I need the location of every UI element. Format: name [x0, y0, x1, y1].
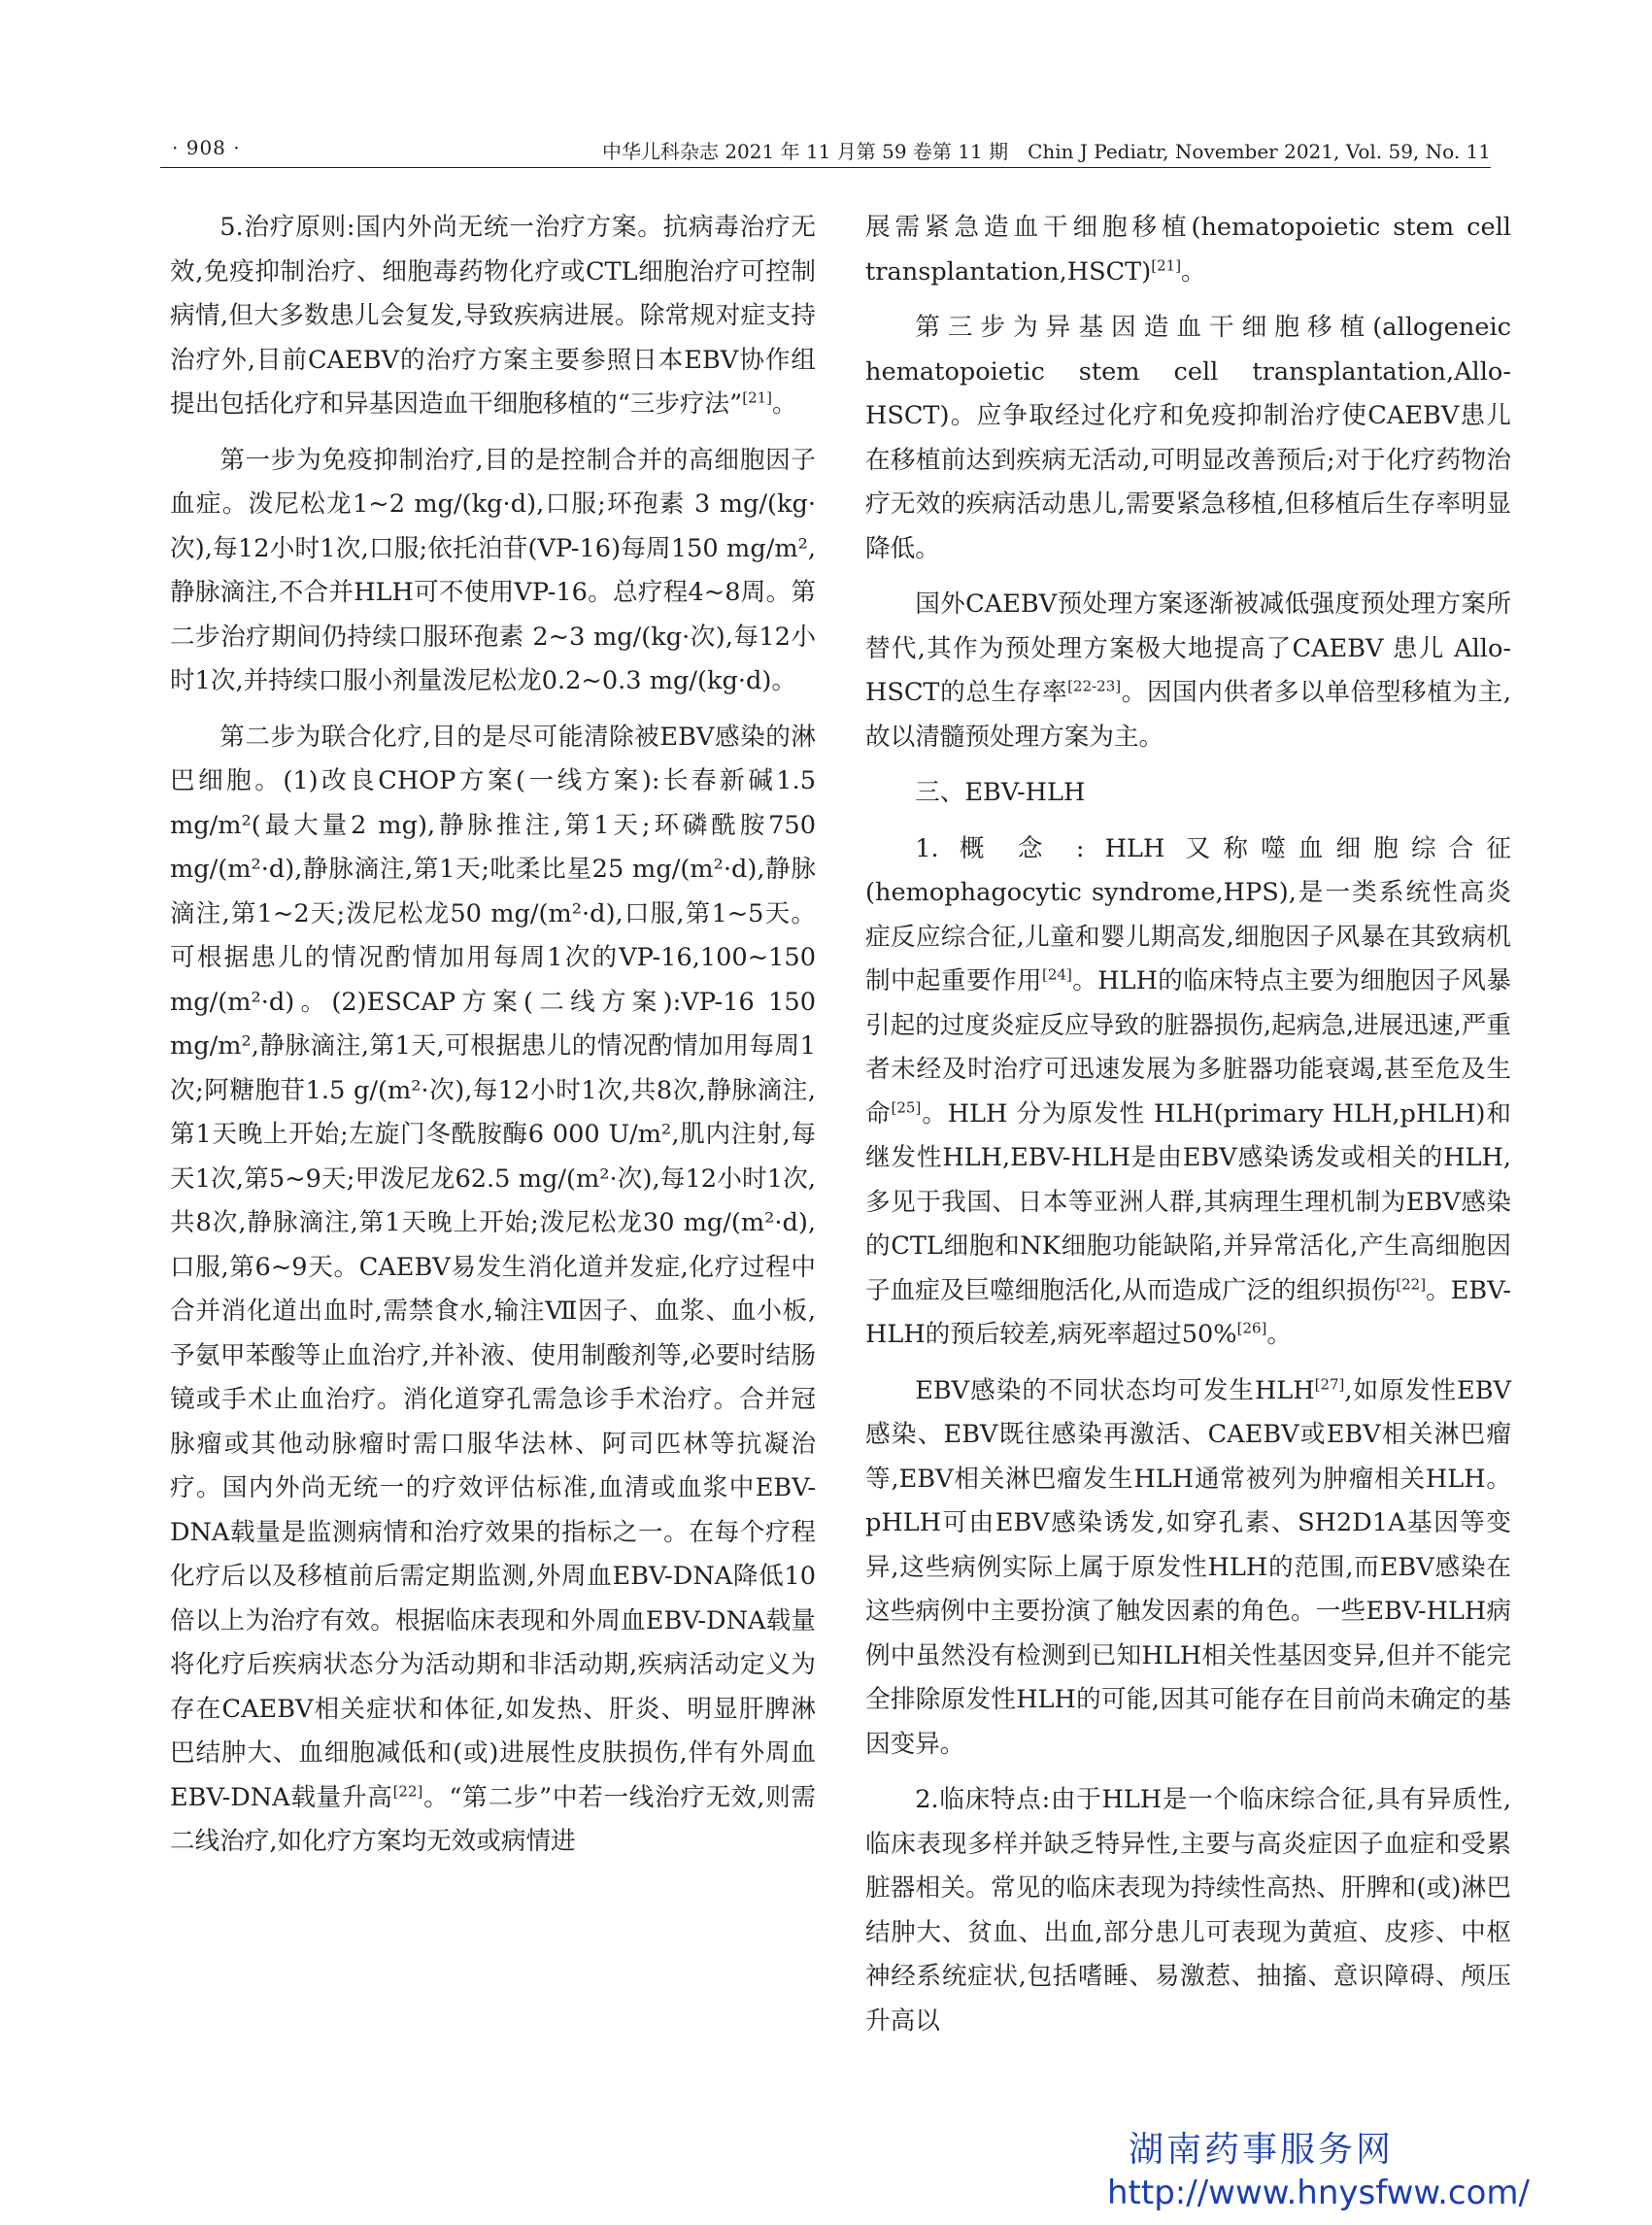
watermark-site-name: 湖南药事服务网 [1129, 2130, 1395, 2170]
watermark-url: http://www.hnysfww.com/ [1107, 2174, 1530, 2212]
paragraph-conditioning: 国外CAEBV预处理方案逐渐被减低强度预处理方案所替代,其作为预处理方案极大地提高了CAEBV 患儿 Allo-HSCT的总生存率[22-23]。因国内供者多以单倍型移植为主,故以清髓预处理方案为主。 [865, 590, 1511, 752]
watermark [1107, 2122, 1534, 2212]
left-column [170, 206, 816, 1876]
running-header [160, 134, 1491, 168]
journal-citation: 中华儿科杂志 2021 年 11 月第 59 卷第 11 期 Chin J Pediatr, November 2021, Vol. 59, No. 11 [601, 140, 1491, 163]
section-heading-ebv-hlh: 三、EBV-HLH [915, 778, 1086, 807]
paragraph-hsct-continued: 展需紧急造血干细胞移植(hematopoietic stem cell transplantation,HSCT)[21]。 [865, 213, 1511, 287]
paragraph-step-two: 第二步为联合化疗,目的是尽可能清除被EBV感染的淋巴细胞。(1)改良CHOP方案(一线方案):长春新碱1.5 mg/m²(最大量2 mg),静脉推注,第1天;环磷酰胺750 mg/(m²·d),静脉滴注,第1天;吡柔比星25 mg/(m²·d),静脉滴注,第1~2天;泼尼松龙50 mg/(m²·d),口服,第1~5天。可根据患儿的情况酌情加用每周1次的VP-16,100~150 mg/(m²·d)。(2)ESCAP方案(二线方案):VP-16 150 mg/m²,静脉滴注,第1天,可根据患儿的情况酌情加用每周1次;阿糖胞苷1.5 g/(m²·次),每12小时1次,共8次,静脉滴注,第1天晚上开始;左旋门冬酰胺酶6 000 U/m²,肌内注射,每天1次,第5~9天;甲泼尼龙62.5 mg/(m²·次),每12小时1次,共8次,静脉滴注,第1天晚上开始;泼尼松龙30 mg/(m²·d),口服,第6~9天。CAEBV易发生消化道并发症,化疗过程中合并消化道出血时,需禁食水,输注Ⅶ因子、血浆、血小板,予氨甲苯酸等止血治疗,并补液、使用制酸剂等,必要时结肠镜或手术止血治疗。消化道穿孔需急诊手术治疗。合并冠脉瘤或其他动脉瘤时需口服华法林、阿司匹林等抗凝治疗。国内外尚无统一的疗效评估标准,血清或血浆中EBV-DNA载量是监测病情和治疗效果的指标之一。在每个疗程化疗后以及移植前后需定期监测,外周血EBV-DNA降低10倍以上为治疗有效。根据临床表现和外周血EBV-DNA载量将化疗后疾病状态分为活动期和非活动期,疾病活动定义为存在CAEBV相关症状和体征,如发热、肝炎、明显肝脾淋巴结肿大、血细胞减低和(或)进展性皮肤损伤,伴有外周血EBV-DNA载量升高[22]。“第二步”中若一线治疗无效,则需二线治疗,如化疗方案均无效或病情进 [170, 722, 816, 1856]
paragraph-step-three: 第三步为异基因造血干细胞移植(allogeneic hematopoietic stem cell transplantation,Allo-HSCT)。应争取经过化疗和免疫抑制治疗使CAEBV患儿在移植前达到疾病无活动,可明显改善预后;对于化疗药物治疗无效的疾病活动患儿,需要紧急移植,但移植后生存率明显降低。 [865, 313, 1511, 563]
right-column [865, 206, 1511, 2055]
paragraph-clinical-features: 2.临床特点:由于HLH是一个临床综合征,具有异质性,临床表现多样并缺乏特异性,主要与高炎症因子血症和受累脏器相关。常见的临床表现为持续性高热、肝脾和(或)淋巴结肿大、贫血、出血,部分患儿可表现为黄疸、皮疹、中枢神经系统症状,包括嗜睡、易激惹、抽搐、意识障碍、颅压升高以 [865, 1785, 1511, 2036]
paragraph-hlh-concept: 1. 概 念 : HLH 又称噬血细胞综合征(hemophagocytic syndrome,HPS),是一类系统性高炎症反应综合征,儿童和婴儿期高发,细胞因子风暴在其致病机制中起重要作用[24]。HLH的临床特点主要为细胞因子风暴引起的过度炎症反应导致的脏器损伤,起病急,进展迅速,严重者未经及时治疗可迅速发展为多脏器功能衰竭,甚至危及生命[25]。HLH 分为原发性 HLH(primary HLH,pHLH)和继发性HLH,EBV-HLH是由EBV感染诱发或相关的HLH,多见于我国、日本等亚洲人群,其病理生理机制为EBV感染的CTL细胞和NK细胞功能缺陷,并异常活化,产生高细胞因子血症及巨噬细胞活化,从而造成广泛的组织损伤[22]。EBV-HLH的预后较差,病死率超过50%[26]。 [865, 833, 1511, 1349]
page-number: · 908 · [172, 136, 241, 159]
paragraph-treatment-principles: 5.治疗原则:国内外尚无统一治疗方案。抗病毒治疗无效,免疫抑制治疗、细胞毒药物化疗或CTL细胞治疗可控制病情,但大多数患儿会复发,导致疾病进展。除常规对症支持治疗外,目前CAEBV的治疗方案主要参照日本EBV协作组提出包括化疗和异基因造血干细胞移植的“三步疗法”[21]。 [170, 213, 816, 419]
paragraph-ebv-states: EBV感染的不同状态均可发生HLH[27],如原发性EBV感染、EBV既往感染再激活、CAEBV或EBV相关淋巴瘤等,EBV相关淋巴瘤发生HLH通常被列为肿瘤相关HLH。pHLH可由EBV感染诱发,如穿孔素、SH2D1A基因等变异,这些病例实际上属于原发性HLH的范围,而EBV感染在这些病例中主要扮演了触发因素的角色。一些EBV-HLH病例中虽然没有检测到已知HLH相关性基因变异,但并不能完全排除原发性HLH的可能,因其可能存在目前尚未确定的基因变异。 [865, 1374, 1511, 1759]
paragraph-step-one: 第一步为免疫抑制治疗,目的是控制合并的高细胞因子血症。泼尼松龙1~2 mg/(kg·d),口服;环孢素 3 mg/(kg·次),每12小时1次,口服;依托泊苷(VP-16)每周150 mg/m²,静脉滴注,不合并HLH可不使用VP-16。总疗程4~8周。第二步治疗期间仍持续口服环孢素 2~3 mg/(kg·次),每12小时1次,并持续口服小剂量泼尼松龙0.2~0.3 mg/(kg·d)。 [170, 445, 816, 695]
